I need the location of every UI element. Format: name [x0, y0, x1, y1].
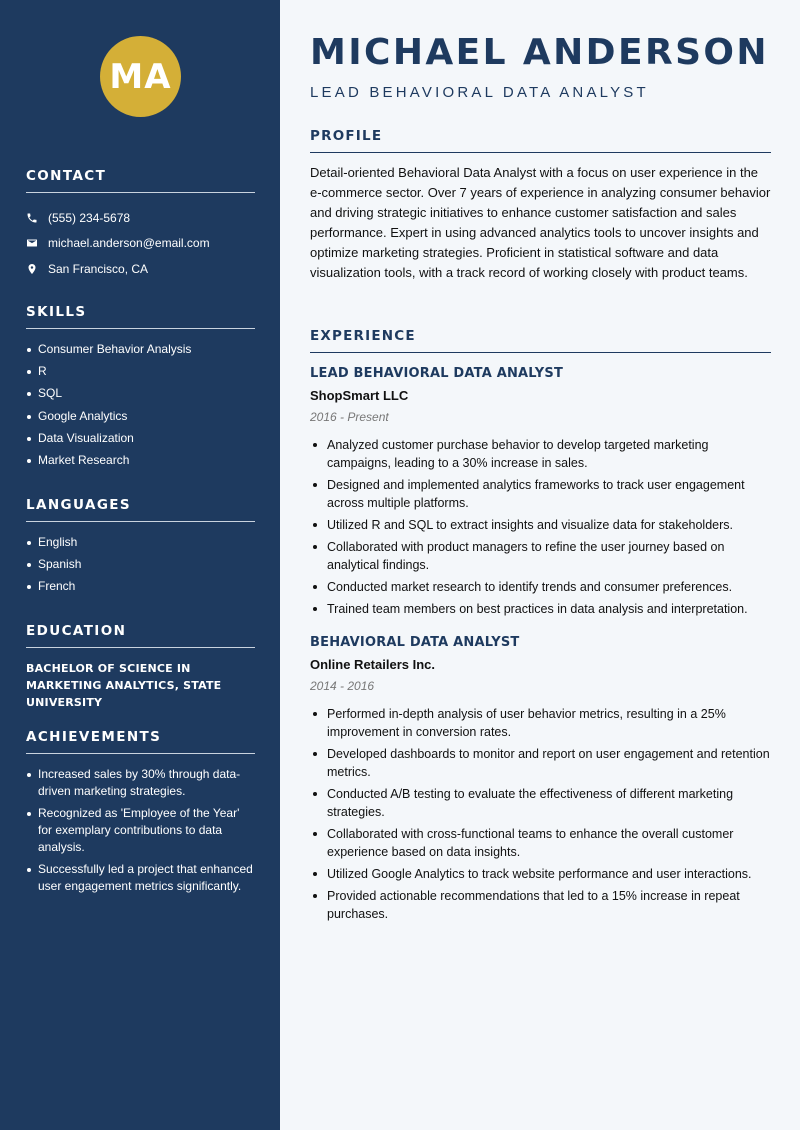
job-bullet: Performed in-depth analysis of user behavior metrics, resulting in a 25% improvement in conversion rates.: [310, 705, 772, 741]
language-item: English: [26, 534, 255, 551]
job-bullet: Collaborated with cross-functional teams to enhance the overall customer experience based on data insights.: [310, 825, 772, 861]
achievement-item: Successfully led a project that enhanced user engagement metrics significantly.: [26, 861, 255, 895]
location-text: San Francisco, CA: [48, 261, 149, 276]
contact-phone: [26, 205, 255, 231]
phone-icon: [26, 212, 38, 224]
contact-email: [26, 231, 255, 257]
profile-heading: PROFILE: [310, 128, 771, 153]
mail-icon: [26, 237, 38, 249]
job-role: LEAD BEHAVIORAL DATA ANALYST: [310, 366, 564, 381]
job-bullets: [310, 705, 772, 923]
education-heading: EDUCATION: [26, 623, 255, 648]
achievement-item: Increased sales by 30% through data-driven marketing strategies.: [26, 766, 255, 800]
candidate-name: MICHAEL ANDERSON: [310, 32, 769, 73]
job-dates: 2014 - 2016: [310, 679, 375, 693]
language-item: French: [26, 578, 255, 595]
job-bullet: Collaborated with product managers to refine the user journey based on analytical findings.: [310, 538, 772, 574]
job-bullet: Conducted A/B testing to evaluate the effectiveness of different marketing strategies.: [310, 785, 772, 821]
experience-entry: [310, 635, 772, 927]
location-pin-icon: [26, 263, 38, 275]
job-bullet: Designed and implemented analytics frameworks to track user engagement across multiple platforms.: [310, 476, 772, 512]
email-text: michael.anderson@email.com: [48, 236, 210, 251]
job-bullet: Provided actionable recommendations that led to a 15% increase in repeat purchases.: [310, 887, 772, 923]
job-company: ShopSmart LLC: [310, 388, 409, 403]
job-role: BEHAVIORAL DATA ANALYST: [310, 635, 520, 650]
languages-section: [26, 497, 255, 601]
job-bullet: Developed dashboards to monitor and report on user engagement and retention metrics.: [310, 745, 772, 781]
sidebar: [0, 0, 280, 1130]
job-company: Online Retailers Inc.: [310, 657, 435, 672]
job-bullet: Conducted market research to identify trends and consumer preferences.: [310, 578, 772, 596]
contact-section: [26, 168, 255, 282]
languages-heading: LANGUAGES: [26, 497, 255, 522]
phone-text: (555) 234-5678: [48, 210, 131, 225]
skill-item: R: [26, 363, 255, 380]
skills-heading: SKILLS: [26, 304, 255, 329]
contact-heading: CONTACT: [26, 168, 255, 193]
skill-item: Data Visualization: [26, 430, 255, 447]
skill-item: SQL: [26, 385, 255, 402]
education-section: [26, 623, 255, 711]
job-bullets: [310, 436, 772, 618]
job-bullet: Utilized Google Analytics to track website performance and user interactions.: [310, 865, 772, 883]
skill-item: Market Research: [26, 452, 255, 469]
job-bullet: Trained team members on best practices in data analysis and interpretation.: [310, 600, 772, 618]
achievement-item: Recognized as 'Employee of the Year' for exemplary contributions to data analysis.: [26, 805, 255, 856]
achievements-heading: ACHIEVEMENTS: [26, 729, 255, 754]
education-degree: BACHELOR OF SCIENCE IN MARKETING ANALYTICS, STATE UNIVERSITY: [26, 662, 222, 709]
profile-text: Detail-oriented Behavioral Data Analyst with a focus on user experience in the e-commerce sector. Over 7 years of experience in analyzing consumer behavior and driving strategic initiatives to enhance customer satisfaction and sales performance. Expert in using advanced analytics tools to uncover insights and optimize marketing strategies. Proficient in statistical software and data visualization tools, with a track record of working closely with product teams.: [310, 165, 771, 281]
skill-item: Consumer Behavior Analysis: [26, 341, 255, 358]
skills-list: [26, 341, 255, 469]
skills-section: [26, 304, 255, 474]
skill-item: Google Analytics: [26, 408, 255, 425]
job-dates: 2016 - Present: [310, 410, 389, 424]
experience-entry: [310, 366, 772, 622]
achievements-section: [26, 729, 255, 901]
achievements-list: [26, 766, 255, 895]
job-bullet: Analyzed customer purchase behavior to develop targeted marketing campaigns, leading to a 30% increase in sales.: [310, 436, 772, 472]
candidate-title: LEAD BEHAVIORAL DATA ANALYST: [310, 84, 649, 101]
experience-heading: EXPERIENCE: [310, 328, 771, 353]
avatar: MA: [100, 36, 181, 117]
language-item: Spanish: [26, 556, 255, 573]
contact-location: [26, 256, 255, 282]
languages-list: [26, 534, 255, 595]
job-bullet: Utilized R and SQL to extract insights and visualize data for stakeholders.: [310, 516, 772, 534]
